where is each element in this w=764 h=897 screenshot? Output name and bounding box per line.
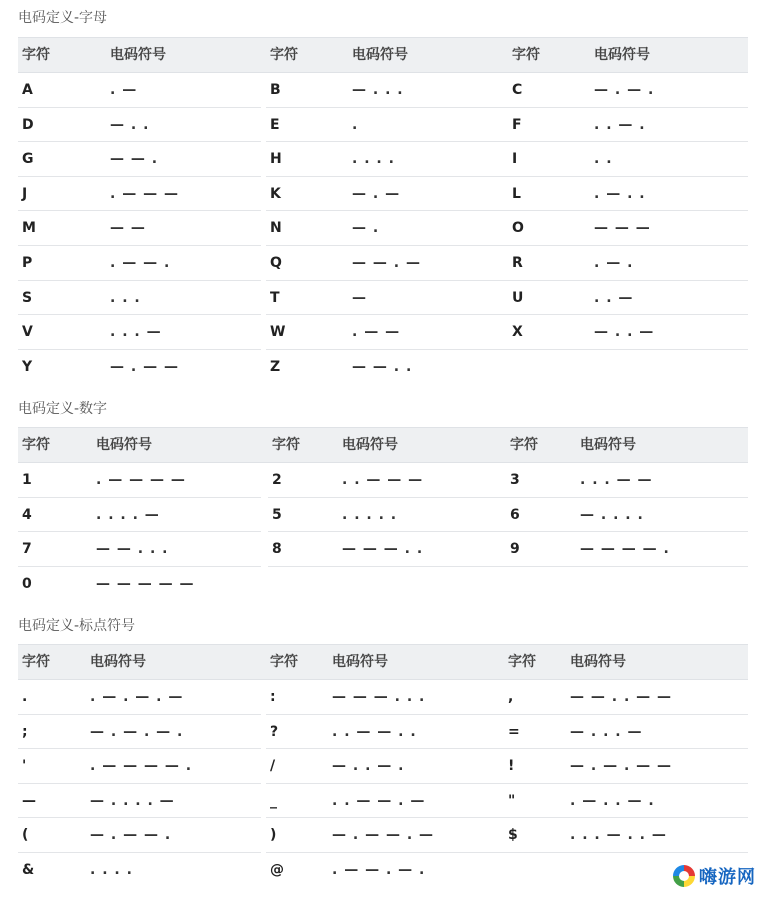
table-row [18, 680, 748, 715]
char-cell: Q [270, 254, 282, 271]
morse-code-cell: — . — . — — [570, 758, 673, 775]
morse-code-cell: . — — — — . [90, 758, 193, 775]
char-cell: @ [270, 861, 284, 878]
char-cell: : [270, 689, 276, 705]
morse-code-cell: . — . . — . [570, 792, 655, 809]
header-char: 字符 [270, 654, 298, 670]
morse-code-cell: — — . . — — [570, 689, 673, 705]
table-row [18, 567, 748, 602]
char-cell: " [508, 792, 516, 809]
table-row [18, 818, 748, 853]
morse-code-cell: . — — [352, 324, 401, 341]
morse-code-cell: . — — . — . [332, 861, 426, 878]
morse-code-cell: . . . — [110, 324, 162, 341]
char-cell: 7 [22, 541, 32, 558]
section-title-punctuation: 电码定义-标点符号 [18, 618, 136, 634]
header-char: 字符 [270, 47, 298, 63]
char-cell: E [270, 116, 280, 133]
morse-code-cell: — . . [110, 116, 150, 133]
morse-code-cell: — . . . . [580, 506, 644, 523]
morse-code-cell: — . [352, 220, 380, 237]
header-code: 电码符号 [332, 654, 388, 670]
logo-icon [673, 865, 695, 887]
morse-code-cell: . . . . [90, 861, 133, 878]
table-row [18, 463, 748, 498]
morse-code-cell: — . — . — . [90, 723, 184, 740]
morse-code-cell: . . . . [352, 151, 395, 168]
char-cell: 3 [510, 472, 520, 488]
char-cell: 6 [510, 506, 520, 523]
table-row [18, 749, 748, 784]
watermark [673, 863, 756, 889]
table-row [18, 315, 748, 350]
morse-code-cell: . . — — — [342, 472, 424, 488]
char-cell: B [270, 82, 281, 98]
morse-code-cell: — . . . [352, 82, 404, 98]
header-char: 字符 [272, 437, 300, 453]
morse-code-cell: — . — [352, 185, 401, 202]
char-cell: U [512, 289, 524, 306]
header-code: 电码符号 [342, 437, 398, 453]
morse-code-cell: . . . [110, 289, 141, 306]
header-char: 字符 [22, 654, 50, 670]
char-cell: 9 [510, 541, 520, 558]
morse-code-cell: — . — — . [90, 827, 172, 844]
watermark-text: 嗨游网 [699, 867, 756, 888]
header-code: 电码符号 [570, 654, 626, 670]
morse-code-cell: — — — . . . [332, 689, 426, 705]
char-cell: O [512, 220, 524, 237]
char-cell: , [508, 689, 514, 705]
char-cell: ( [22, 827, 29, 844]
char-cell: K [270, 185, 281, 202]
morse-code-cell: . . . — . . — [570, 827, 667, 844]
char-cell: N [270, 220, 282, 237]
morse-code-cell: — . . — . [332, 758, 405, 775]
table-row [18, 211, 748, 246]
char-cell: J [22, 185, 28, 202]
char-cell: S [22, 289, 33, 306]
char-cell: ) [270, 827, 277, 844]
morse-code-cell: . . — . [594, 116, 646, 133]
morse-code-cell: — [352, 289, 367, 306]
morse-code-cell: — — — . . [342, 541, 424, 558]
morse-code-cell: — — [110, 220, 146, 237]
morse-code-cell: — . . . . — [90, 792, 175, 809]
morse-code-cell: — — — — . [580, 541, 670, 558]
morse-code-cell: — . — — . — [332, 827, 435, 844]
morse-code-cell: — . — — [110, 358, 179, 375]
table-row [18, 142, 748, 177]
header-code: 电码符号 [580, 437, 636, 453]
table-digits [18, 427, 748, 601]
table-header [18, 644, 748, 680]
table-row [18, 108, 748, 143]
header-code: 电码符号 [110, 47, 166, 63]
char-cell: $ [508, 827, 518, 844]
char-cell: X [512, 324, 523, 341]
header-char: 字符 [22, 47, 50, 63]
table-row [18, 246, 748, 281]
char-cell: . [22, 689, 28, 705]
morse-code-cell: . — . — . — [90, 689, 184, 705]
char-cell: & [22, 861, 35, 878]
table-row [18, 532, 748, 567]
char-cell: C [512, 82, 523, 98]
section-title-digits: 电码定义-数字 [18, 401, 108, 417]
table-row [18, 281, 748, 316]
section-title-letters: 电码定义-字母 [18, 10, 108, 26]
morse-code-cell: . . . . — [96, 506, 160, 523]
morse-code-cell: . . — [594, 289, 634, 306]
char-cell: = [508, 723, 520, 740]
char-cell: W [270, 324, 286, 341]
table-row [18, 73, 748, 108]
table-row [18, 350, 748, 385]
morse-code-cell: . [352, 116, 359, 133]
char-cell: A [22, 82, 33, 98]
char-cell: ' [22, 758, 27, 775]
morse-code-cell: — — . . . [96, 541, 169, 558]
char-cell: 5 [272, 506, 282, 523]
char-cell: V [22, 324, 33, 341]
char-cell: 0 [22, 575, 32, 592]
morse-code-cell: . — — — [110, 185, 179, 202]
char-cell: ? [270, 723, 279, 740]
morse-code-cell: . . [594, 151, 613, 168]
header-code: 电码符号 [96, 437, 152, 453]
char-cell: Z [270, 358, 281, 375]
morse-code-cell: . . . — — [580, 472, 653, 488]
header-char: 字符 [512, 47, 540, 63]
table-row [18, 853, 748, 888]
char-cell: I [512, 151, 518, 168]
char-cell: ! [508, 758, 515, 775]
char-cell: ; [22, 723, 28, 740]
table-row [18, 498, 748, 533]
char-cell: M [22, 220, 36, 237]
morse-code-cell: — — . — [352, 254, 421, 271]
char-cell: Y [22, 358, 33, 375]
header-char: 字符 [508, 654, 536, 670]
char-cell: 2 [272, 472, 282, 488]
morse-code-cell: . — . . [594, 185, 646, 202]
morse-code-cell: . — [110, 82, 138, 98]
table-row [18, 177, 748, 212]
morse-code-cell: . — — . [110, 254, 171, 271]
morse-code-cell: . . . . . [342, 506, 398, 523]
char-cell: P [22, 254, 33, 271]
char-cell: — [22, 792, 36, 809]
table-punctuation [18, 644, 748, 888]
char-cell: L [512, 185, 521, 202]
table-row [18, 715, 748, 750]
morse-code-cell: . — . [594, 254, 634, 271]
char-cell: 8 [272, 541, 282, 558]
morse-code-cell: . . — — . . [332, 723, 417, 740]
header-char: 字符 [22, 437, 50, 453]
table-letters [18, 37, 748, 384]
char-cell: D [22, 116, 34, 133]
char-cell: H [270, 151, 282, 168]
morse-code-cell: — — . . [352, 358, 413, 375]
header-code: 电码符号 [90, 654, 146, 670]
char-cell: F [512, 116, 522, 133]
char-cell: _ [270, 792, 277, 809]
char-cell: / [270, 758, 276, 775]
char-cell: G [22, 151, 34, 168]
table-row [18, 784, 748, 819]
morse-code-cell: . . — — . — [332, 792, 426, 809]
morse-code-cell: . — — — — [96, 472, 186, 488]
header-code: 电码符号 [594, 47, 650, 63]
char-cell: 4 [22, 506, 32, 523]
morse-code-cell: — . — . [594, 82, 655, 98]
morse-code-cell: — . . — [594, 324, 655, 341]
header-char: 字符 [510, 437, 538, 453]
header-code: 电码符号 [352, 47, 408, 63]
morse-code-cell: — — . [110, 151, 159, 168]
char-cell: T [270, 289, 280, 306]
char-cell: 1 [22, 472, 32, 488]
char-cell: R [512, 254, 523, 271]
morse-code-cell: — . . . — [570, 723, 643, 740]
morse-code-cell: — — — — — [96, 575, 195, 592]
table-header [18, 427, 748, 463]
table-header [18, 37, 748, 73]
morse-code-cell: — — — [594, 220, 651, 237]
